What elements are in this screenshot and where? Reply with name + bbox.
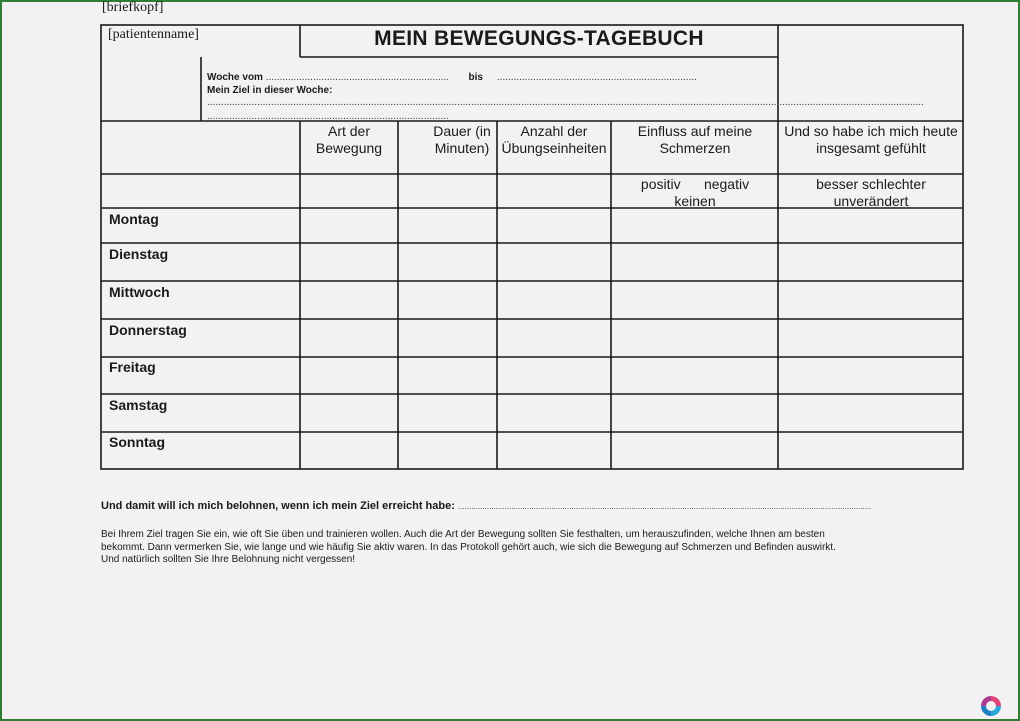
goal-field-line-2[interactable]: .......................................................................................: [207, 111, 449, 122]
day-label-mittwoch: Mittwoch: [109, 284, 170, 300]
option-schlechter: schlechter: [862, 176, 926, 192]
goal-field-line-1[interactable]: ..................................................................................................................................................................................................................................................................: [207, 97, 924, 108]
instructions-line-1: Bei Ihrem Ziel tragen Sie ein, wie oft Sie üben und trainieren wollen. Auch die Art der Bewegung sollten Sie festhalten, um herauszufinden, welche Ihnen am besten: [101, 529, 825, 540]
einfluss-options: [613, 176, 777, 210]
col-header-dauer-text: Dauer (in Minuten): [433, 123, 491, 156]
instructions-text: [101, 529, 931, 567]
week-from-field[interactable]: ..................................................................: [265, 72, 450, 83]
col-header-dauer: [412, 123, 512, 157]
col-header-anzahl: Anzahl der Übungseinheiten: [501, 123, 607, 156]
instructions-line-2: bekommt. Dann vermerken Sie, wie lange und wie häufig Sie aktiv waren. In das Protokoll gehört auch, wie sich die Bewegung auf Schmerzen und Befinden auswirkt.: [101, 541, 836, 553]
day-label-dienstag: Dienstag: [109, 246, 169, 262]
patient-name-placeholder: [patientenname]: [108, 27, 199, 42]
reward-label: Und damit will ich mich belohnen, wenn ich mein Ziel erreicht habe:: [101, 500, 455, 512]
day-label-donnerstag: Donnerstag: [109, 322, 187, 338]
week-to-label: bis: [468, 72, 483, 83]
gefuehl-options: [780, 176, 962, 210]
option-unveraendert: unverändert: [833, 193, 909, 209]
day-label-sonntag: Sonntag: [109, 434, 165, 450]
day-label-freitag: Freitag: [109, 359, 156, 375]
week-from-label: Woche vom: [207, 72, 263, 83]
goal-label: Mein Ziel in dieser Woche:: [207, 85, 333, 96]
reward-field[interactable]: ..........................................................................................................................................................................................: [457, 502, 872, 511]
instructions-line-3: Und natürlich sollten Sie Ihre Belohnung nicht vergessen!: [101, 554, 356, 565]
option-positiv: positiv: [640, 176, 681, 192]
day-label-samstag: Samstag: [109, 397, 168, 413]
reward-line: [101, 500, 871, 512]
option-besser: besser: [816, 176, 859, 192]
col-header-einfluss: Einfluss auf meine Schmerzen: [637, 123, 753, 156]
day-label-montag: Montag: [109, 211, 159, 227]
option-keinen: keinen: [674, 193, 716, 209]
corner-logo-icon: [979, 694, 1003, 718]
page-title: MEIN BEWEGUNGS-TAGEBUCH: [374, 27, 704, 50]
col-header-gefuehl: Und so habe ich mich heute insgesamt gefühlt: [784, 123, 958, 156]
option-negativ: negativ: [703, 176, 750, 192]
letterhead-placeholder: [briefkopf]: [102, 0, 164, 15]
col-header-art: Art der Bewegung: [315, 123, 383, 156]
week-to-field[interactable]: ........................................................................: [485, 72, 697, 83]
week-fields: [207, 71, 697, 97]
